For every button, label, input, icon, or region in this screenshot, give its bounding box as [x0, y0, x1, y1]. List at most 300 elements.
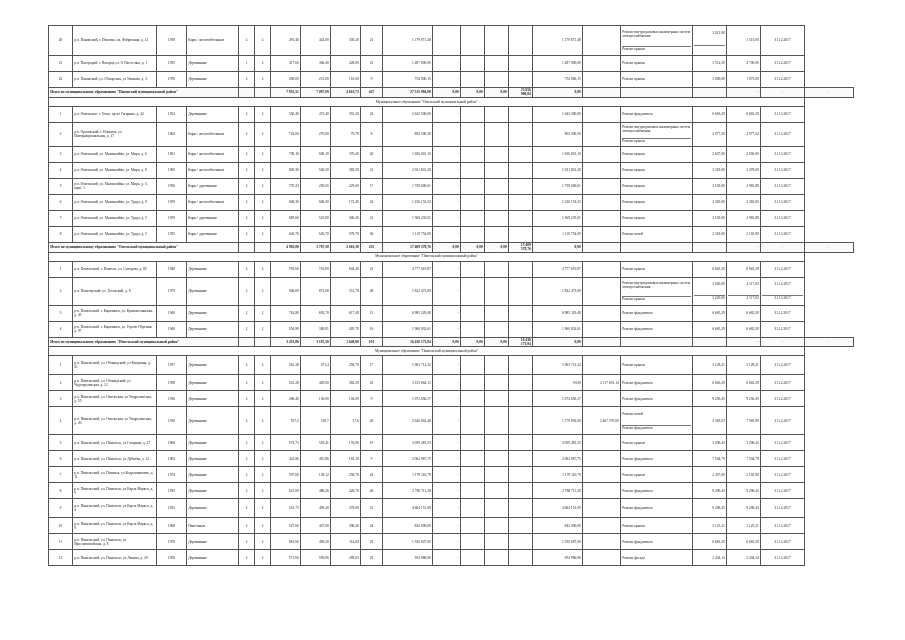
year-built-cell: 1959 [157, 194, 187, 210]
living-area-cell: 496,20 [301, 534, 331, 550]
year-built-cell: 1956 [157, 178, 187, 194]
work-type-cell: Ремонт фундамента [621, 305, 693, 321]
total-area-cell: 541,75 [271, 499, 301, 518]
living-area-cell: 600,10 [301, 146, 331, 162]
unit-cost-cell [693, 26, 727, 56]
row-number-cell: 10 [49, 518, 73, 534]
total-cost-cell: 1 063 712,32 [383, 356, 433, 375]
wall-material-cell: Деревянные [187, 375, 239, 391]
address-cell: р.п. Пинельский, ул. Пинельск, ул Ярославомойская, д. 8 [73, 534, 157, 550]
residents-cell: 17 [361, 178, 383, 194]
work-type-cell [621, 407, 693, 435]
work-type-cell: Ремонт крыши [621, 435, 693, 451]
deadline-cell: 31.12.2017 [761, 26, 805, 56]
residents-cell: 26 [361, 483, 383, 499]
total-cost-cell: 1 119 754,09 [383, 226, 433, 242]
limit-cost-cell: 9 296,43 [727, 483, 761, 499]
row-number-cell: 12 [49, 550, 73, 566]
table-row [49, 451, 854, 467]
section-title: Муниципальное образование "Омельский муниципальный район" [49, 97, 805, 106]
budget-share-1-cell [461, 122, 485, 146]
owners-funds-cell: 1 569 235,01 [533, 210, 583, 226]
owners-funds-cell: 1 758 600,61 [533, 178, 583, 194]
work-type-line: Ремонт крыши [622, 296, 691, 301]
budget-share-3-cell [509, 72, 533, 88]
entrances-cell: 2 [255, 375, 271, 391]
row-number-cell: 1 [49, 261, 73, 277]
residents-cell: 21 [361, 305, 383, 321]
work-type-cell: Ремонт крыши [621, 146, 693, 162]
budget-share-3-cell [509, 499, 533, 518]
budget-share-1-cell [461, 391, 485, 407]
residential-area-cell: 426,70 [331, 483, 361, 499]
year-built-cell: 1940 [157, 305, 187, 321]
total-cost-cell: 1 287 000,00 [383, 56, 433, 72]
deadline-cell: 31.12.2017 [761, 407, 805, 435]
owners-funds-cell: 4 777 619,87 [533, 261, 583, 277]
table-row [49, 72, 854, 88]
budget-share-3-cell [509, 435, 533, 451]
budget-share-2-cell [485, 375, 509, 391]
budget-share-3-cell [509, 194, 533, 210]
entrances-cell: 2 [255, 56, 271, 72]
unit-cost-cell: 7 504,79 [693, 451, 727, 467]
entrances-cell: 2 [255, 194, 271, 210]
budget-share-1-cell [461, 534, 485, 550]
row-number-cell: 9 [49, 499, 73, 518]
wall-material-cell: Деревянные [187, 391, 239, 407]
other-funds-cell [583, 146, 621, 162]
deadline-line: 31.12.2017 [774, 281, 791, 286]
residential-area-cell: 396,20 [331, 518, 361, 534]
unit-cost-cell: 3 128,21 [693, 356, 727, 375]
budget-share-3-cell [509, 26, 533, 56]
entrances-cell: 2 [255, 261, 271, 277]
address-cell: р.п. Пинельский, ул. Пачинск, ул Кодроновичева, д. 11 [73, 467, 157, 483]
subtotal-owners-funds: 0,00 [533, 242, 583, 252]
address-cell: р.п. Пинельский, ул. Омельская, ул Уюдругинская, д. 10 [73, 391, 157, 407]
living-area-cell: 606,30 [301, 194, 331, 210]
deadline-cell: 31.12.2017 [761, 210, 805, 226]
owners-funds-cell: 9 630 [533, 375, 583, 391]
table-body [49, 26, 854, 566]
year-built-cell: 1966 [157, 435, 187, 451]
fund-share-cell: - [433, 435, 461, 451]
deadline-cell: 31.12.2017 [761, 435, 805, 451]
budget-share-2-cell [485, 178, 509, 194]
year-built-cell: 1955 [157, 56, 187, 72]
total-cost-cell: 2 031 841,20 [383, 162, 433, 178]
residential-area-cell: 346,20 [331, 210, 361, 226]
deadline-cell: 31.12.2017 [761, 56, 805, 72]
wall-material-cell: Деревянные [187, 467, 239, 483]
residential-area-cell: 551,70 [331, 277, 361, 305]
deadline-cell [761, 277, 805, 305]
subtotal-limit-cost: - [727, 337, 761, 347]
residential-area-cell: 79,70 [331, 122, 361, 146]
total-area-cell: 621,00 [271, 483, 301, 499]
other-funds-cell [583, 162, 621, 178]
budget-share-1-cell [461, 178, 485, 194]
budget-share-3-cell [509, 106, 533, 122]
table-row [49, 210, 854, 226]
floors-cell: 2 [239, 321, 255, 337]
budget-share-2-cell [485, 451, 509, 467]
budget-share-3-cell [509, 146, 533, 162]
unit-cost-cell: 9 296,43 [693, 499, 727, 518]
budget-share-1-cell [461, 375, 485, 391]
year-built-cell: 1968 [157, 518, 187, 534]
owners-funds-cell: 842 000,00 [533, 518, 583, 534]
living-area-cell: 138,12 [301, 467, 331, 483]
address-cell: р.п. Пинельский, ул. Пинельск, ул Ленина, д. 29 [73, 550, 157, 566]
fund-share-cell: - [433, 56, 461, 72]
year-built-cell: 1970 [157, 534, 187, 550]
fund-share-cell: - [433, 483, 461, 499]
subtotal-owners-funds: 0,00 [533, 337, 583, 347]
work-type-line: Ремонт крыши [622, 138, 691, 143]
other-funds-cell [583, 356, 621, 375]
subtotal-entrances [255, 242, 271, 252]
table-row [49, 178, 854, 194]
fund-share-cell: - [433, 534, 461, 550]
residential-area-cell: 382,50 [331, 375, 361, 391]
floors-cell: 2 [239, 106, 255, 122]
wall-material-cell: Деревянные [187, 106, 239, 122]
budget-share-2-cell [485, 261, 509, 277]
deadline-cell: 31.12.2017 [761, 375, 805, 391]
unit-cost-cell: 2 165,00 [693, 210, 727, 226]
unit-cost-cell: 2 657,00 [693, 146, 727, 162]
subtotal-residents: 235 [361, 242, 383, 252]
fund-share-cell: - [433, 407, 461, 435]
year-built-cell: 1936 [157, 391, 187, 407]
subtotal-other-funds [583, 242, 621, 252]
budget-share-2-cell [485, 122, 509, 146]
total-area-cell: 561,28 [271, 356, 301, 375]
entrances-cell: 2 [255, 277, 271, 305]
entrances-cell: 2 [255, 483, 271, 499]
entrances-cell: 2 [255, 226, 271, 242]
table-row [49, 226, 854, 242]
other-funds-cell [583, 534, 621, 550]
floors-cell: 2 [239, 375, 255, 391]
residents-cell: 25 [361, 534, 383, 550]
floors-cell: 2 [239, 226, 255, 242]
section-title: Муниципальное образование "Пинельский муниципальный район" [49, 347, 805, 356]
budget-share-1-cell [461, 72, 485, 88]
subtotal-total-cost: 16 436 173,94 [383, 337, 433, 347]
residential-area-cell: 163,10 [331, 451, 361, 467]
fund-share-cell: - [433, 451, 461, 467]
work-type-cell: Ремонт крыши [621, 194, 693, 210]
year-built-cell: 1975 [157, 277, 187, 305]
work-type-line: Ремонт печей [622, 411, 643, 416]
wall-material-cell: Кирп./ деревянные [187, 210, 239, 226]
total-area-cell: 441,86 [271, 451, 301, 467]
limit-cost-cell: 7 565,99 [727, 407, 761, 435]
budget-share-3-cell [509, 534, 533, 550]
budget-share-1-cell [461, 550, 485, 566]
deadline-cell: 31.12.2017 [761, 518, 805, 534]
repair-program-table [48, 25, 854, 566]
year-built-cell: 1958 [157, 375, 187, 391]
fund-share-cell: - [433, 226, 461, 242]
subtotal-fund-share: 0,00 [433, 88, 461, 98]
entrances-cell: 2 [255, 499, 271, 518]
year-built-cell: 1976 [157, 72, 187, 88]
limit-cost-cell: 9 296,43 [727, 499, 761, 518]
deadline-cell: 31.12.2017 [761, 391, 805, 407]
floors-cell: 2 [239, 356, 255, 375]
entrances-cell: 2 [255, 451, 271, 467]
fund-share-cell: - [433, 106, 461, 122]
limit-cost-cell: 7 504,79 [727, 451, 761, 467]
total-area-cell: 770,23 [271, 178, 301, 194]
other-funds-cell [583, 435, 621, 451]
other-funds-cell [583, 194, 621, 210]
unit-cost-cell: 2 457,00 [693, 467, 727, 483]
work-type-cell: Ремонт крыши [621, 72, 693, 88]
unit-cost-cell: 2 165,00 [693, 178, 727, 194]
row-number-cell: 7 [49, 210, 73, 226]
unit-cost-cell [693, 277, 727, 305]
owners-funds-cell: 2 780 711,28 [533, 483, 583, 499]
total-cost-cell: 1 569 235,01 [383, 210, 433, 226]
subtotal-undefined: - [805, 242, 854, 252]
total-cost-cell: 3 153 664,13 [383, 375, 433, 391]
residents-cell: 24 [361, 467, 383, 483]
fund-share-cell: - [433, 375, 461, 391]
address-cell: р.п. Пинельский, ул. Омельская, ул Уюдругинская, д. 20 [73, 407, 157, 435]
wall-material-cell: Деревянные [187, 261, 239, 277]
budget-share-2-cell [485, 356, 509, 375]
other-funds-cell [583, 72, 621, 88]
subtotal-budget-share-3: 15 409 578,76 [509, 242, 533, 252]
limit-cost-cell: 1 515,00 [727, 26, 761, 56]
subtotal-deadline: - [761, 88, 805, 98]
subtotal-row [49, 337, 854, 347]
residents-cell: 9 [361, 72, 383, 88]
address-cell: р.п. Пенельский, г. Карачинск, ул. Героев Обрения, д. 97 [73, 321, 157, 337]
owners-funds-cell: 1 236 153,33 [533, 194, 583, 210]
living-area-cell: 525,80 [301, 210, 331, 226]
limit-cost-line: 4 117,03 [746, 281, 759, 286]
deadline-cell: 31.12.2017 [761, 194, 805, 210]
row-number-cell: 3 [49, 391, 73, 407]
living-area-cell: 136,00 [301, 391, 331, 407]
floors-cell: 2 [239, 261, 255, 277]
owners-funds-cell: 1 179 871,48 [533, 26, 583, 56]
total-area-cell: 572,73 [271, 435, 301, 451]
residents-cell: 9 [361, 451, 383, 467]
year-built-cell: 1933 [157, 499, 187, 518]
budget-share-2-cell [485, 534, 509, 550]
unit-cost-cell: 3 512,50 [693, 56, 727, 72]
deadline-cell: 31.12.2017 [761, 305, 805, 321]
residential-area-cell: 37,6 [331, 407, 361, 435]
subtotal-limit-cost: - [727, 88, 761, 98]
wall-material-cell: Деревянные [187, 277, 239, 305]
total-cost-cell: 1 960 832,61 [383, 321, 433, 337]
total-area-cell: 541,28 [271, 375, 301, 391]
budget-share-3-cell [509, 467, 533, 483]
budget-share-1-cell [461, 451, 485, 467]
unit-cost-cell: 3 218,00 [693, 162, 727, 178]
deadline-cell: 31.12.2017 [761, 356, 805, 375]
unit-cost-cell: 2 365,00 [693, 194, 727, 210]
fund-share-cell: - [433, 467, 461, 483]
total-area-cell: 626,70 [271, 226, 301, 242]
wall-material-cell: Деревянные [187, 56, 239, 72]
limit-cost-cell: 6 665,29 [727, 261, 761, 277]
total-cost-cell: 6 985 329,40 [383, 305, 433, 321]
unit-cost-cell: 2 977,29 [693, 122, 727, 146]
subtotal-fund-share: 0,00 [433, 242, 461, 252]
owners-funds-cell: 2 062 967,75 [533, 451, 583, 467]
section-header-row [49, 97, 854, 106]
subtotal-work-type [621, 242, 693, 252]
unit-cost-line: 3 020,00 [712, 281, 725, 286]
unit-cost-cell: 9 296,43 [693, 483, 727, 499]
owners-funds-cell: 754 000,15 [533, 72, 583, 88]
year-built-cell: 1965 [157, 162, 187, 178]
total-cost-cell: 1 179 110,79 [383, 467, 433, 483]
residential-area-cell: 258,70 [331, 356, 361, 375]
unit-cost-cell: 6 665,29 [693, 305, 727, 321]
table-row [49, 56, 854, 72]
floors-cell: 2 [239, 550, 255, 566]
entrances-cell: 2 [255, 178, 271, 194]
subtotal-floors [239, 88, 255, 98]
subtotal-fund-share: 0,00 [433, 337, 461, 347]
other-funds-cell [583, 261, 621, 277]
limit-cost-cell: 3 296,43 [727, 435, 761, 451]
deadline-cell: 31.12.2017 [761, 72, 805, 88]
other-funds-cell [583, 518, 621, 534]
total-area-cell: 527,60 [271, 518, 301, 534]
row-number-cell: 4 [49, 407, 73, 435]
subtotal-budget-share-1: 0,00 [461, 337, 485, 347]
total-area-cell: 286,40 [271, 391, 301, 407]
row-number-cell: 4 [49, 321, 73, 337]
other-funds-cell: 2 117 691,14 [583, 375, 621, 391]
work-type-cell: Ремонт печей [621, 226, 693, 242]
row-number-cell: 8 [49, 483, 73, 499]
living-area-cell: 540,30 [301, 162, 331, 178]
floors-cell: 2 [239, 162, 255, 178]
work-type-cell: Ремонт крыши [621, 162, 693, 178]
work-type-cell: Ремонт крыши [621, 467, 693, 483]
subtotal-limit-cost: - [727, 242, 761, 252]
budget-share-1-cell [461, 467, 485, 483]
total-cost-cell: 1 758 600,61 [383, 178, 433, 194]
row-number-cell: 3 [49, 305, 73, 321]
unit-cost-cell: 3 000,00 [693, 72, 727, 88]
limit-cost-cell: 2 965,88 [727, 178, 761, 194]
limit-cost-cell: 1 875,00 [727, 72, 761, 88]
subtotal-unit-cost [693, 242, 727, 252]
owners-funds-cell: 1 656 001,10 [533, 146, 583, 162]
table-row [49, 483, 854, 499]
total-area-cell: 597,06 [271, 467, 301, 483]
section-header-row [49, 347, 854, 356]
budget-share-1-cell [461, 518, 485, 534]
wall-material-cell: Панельные [187, 518, 239, 534]
budget-share-1-cell [461, 226, 485, 242]
address-cell: р.п. Омельское, г. Омск, пр-кт Гагарина, д. 42 [73, 106, 157, 122]
budget-share-3-cell [509, 391, 533, 407]
deadline-line: 31.12.2017 [762, 295, 803, 300]
limit-cost-line: 4 117,03 [728, 295, 759, 300]
floors-cell: 2 [239, 26, 255, 56]
row-number-cell: 6 [49, 451, 73, 467]
living-area-cell: 472,40 [301, 106, 331, 122]
subtotal-residential-area: 4 616,73 [331, 88, 361, 98]
address-cell: р.п. Пинельский, ул. Пинельск, ул Карла Маркса, д. 4 [73, 499, 157, 518]
work-type-cell: Ремонт фундамента [621, 483, 693, 499]
deadline-cell: 31.12.2017 [761, 534, 805, 550]
wall-material-cell: Кирп./ железобетонные [187, 162, 239, 178]
residential-area-cell: 339,20 [331, 26, 361, 56]
entrances-cell: 2 [255, 550, 271, 566]
address-cell: р.п. Пагородий, г. Пагорць ул. О Пагостана, д. 1 [73, 56, 157, 72]
limit-cost-cell: 3 478,00 [727, 162, 761, 178]
living-area-cell: 429,00 [301, 375, 331, 391]
row-number-cell: 22 [49, 72, 73, 88]
unit-cost-cell: 6 665,29 [693, 534, 727, 550]
unit-cost-cell: 3 365,03 [693, 407, 727, 435]
year-built-cell: 1939 [157, 26, 187, 56]
fund-share-cell: - [433, 391, 461, 407]
work-type-line: Ремонт внутридомовых инженерных систем электроснабжения [622, 280, 691, 290]
total-area-cell: 557,2 [271, 407, 301, 435]
residential-area-cell: 176,00 [331, 435, 361, 451]
other-funds-cell [583, 391, 621, 407]
budget-share-3-cell [509, 261, 533, 277]
fund-share-cell [433, 122, 461, 146]
deadline-cell: 31.12.2017 [761, 499, 805, 518]
subtotal-residents: 427 [361, 88, 383, 98]
limit-cost-cell: 4 700,00 [727, 56, 761, 72]
subtotal-undefined: - [805, 88, 854, 98]
residents-cell: 16 [361, 321, 383, 337]
deadline-cell: 31.12.2017 [761, 146, 805, 162]
subtotal-unit-cost [693, 88, 727, 98]
owners-funds-cell: 1 822 473,00 [533, 277, 583, 305]
deadline-cell: 31.12.2017 [761, 467, 805, 483]
budget-share-3-cell [509, 226, 533, 242]
owners-funds-cell: 1 179 092,00 [533, 407, 583, 435]
row-number-cell: 3 [49, 146, 73, 162]
floors-cell: 2 [239, 435, 255, 451]
table-row [49, 26, 854, 56]
budget-share-1-cell [461, 356, 485, 375]
other-funds-cell [583, 550, 621, 566]
budget-share-3-cell [509, 305, 533, 321]
year-built-cell: 1936 [157, 407, 187, 435]
row-number-cell: 2 [49, 375, 73, 391]
limit-cost-cell: 2 165,90 [727, 226, 761, 242]
residential-area-cell: 114,00 [331, 534, 361, 550]
work-type-cell: Ремонт крыши [621, 356, 693, 375]
subtotal-residential-area: 1 648,00 [331, 337, 361, 347]
limit-cost-cell: 6 665,29 [727, 321, 761, 337]
subtotal-owners-funds: 0,00 [533, 88, 583, 98]
total-area-cell: 700,10 [271, 146, 301, 162]
wall-material-cell: Кирп./ железобетонные [187, 194, 239, 210]
owners-funds-cell: 1 960 832,61 [533, 321, 583, 337]
